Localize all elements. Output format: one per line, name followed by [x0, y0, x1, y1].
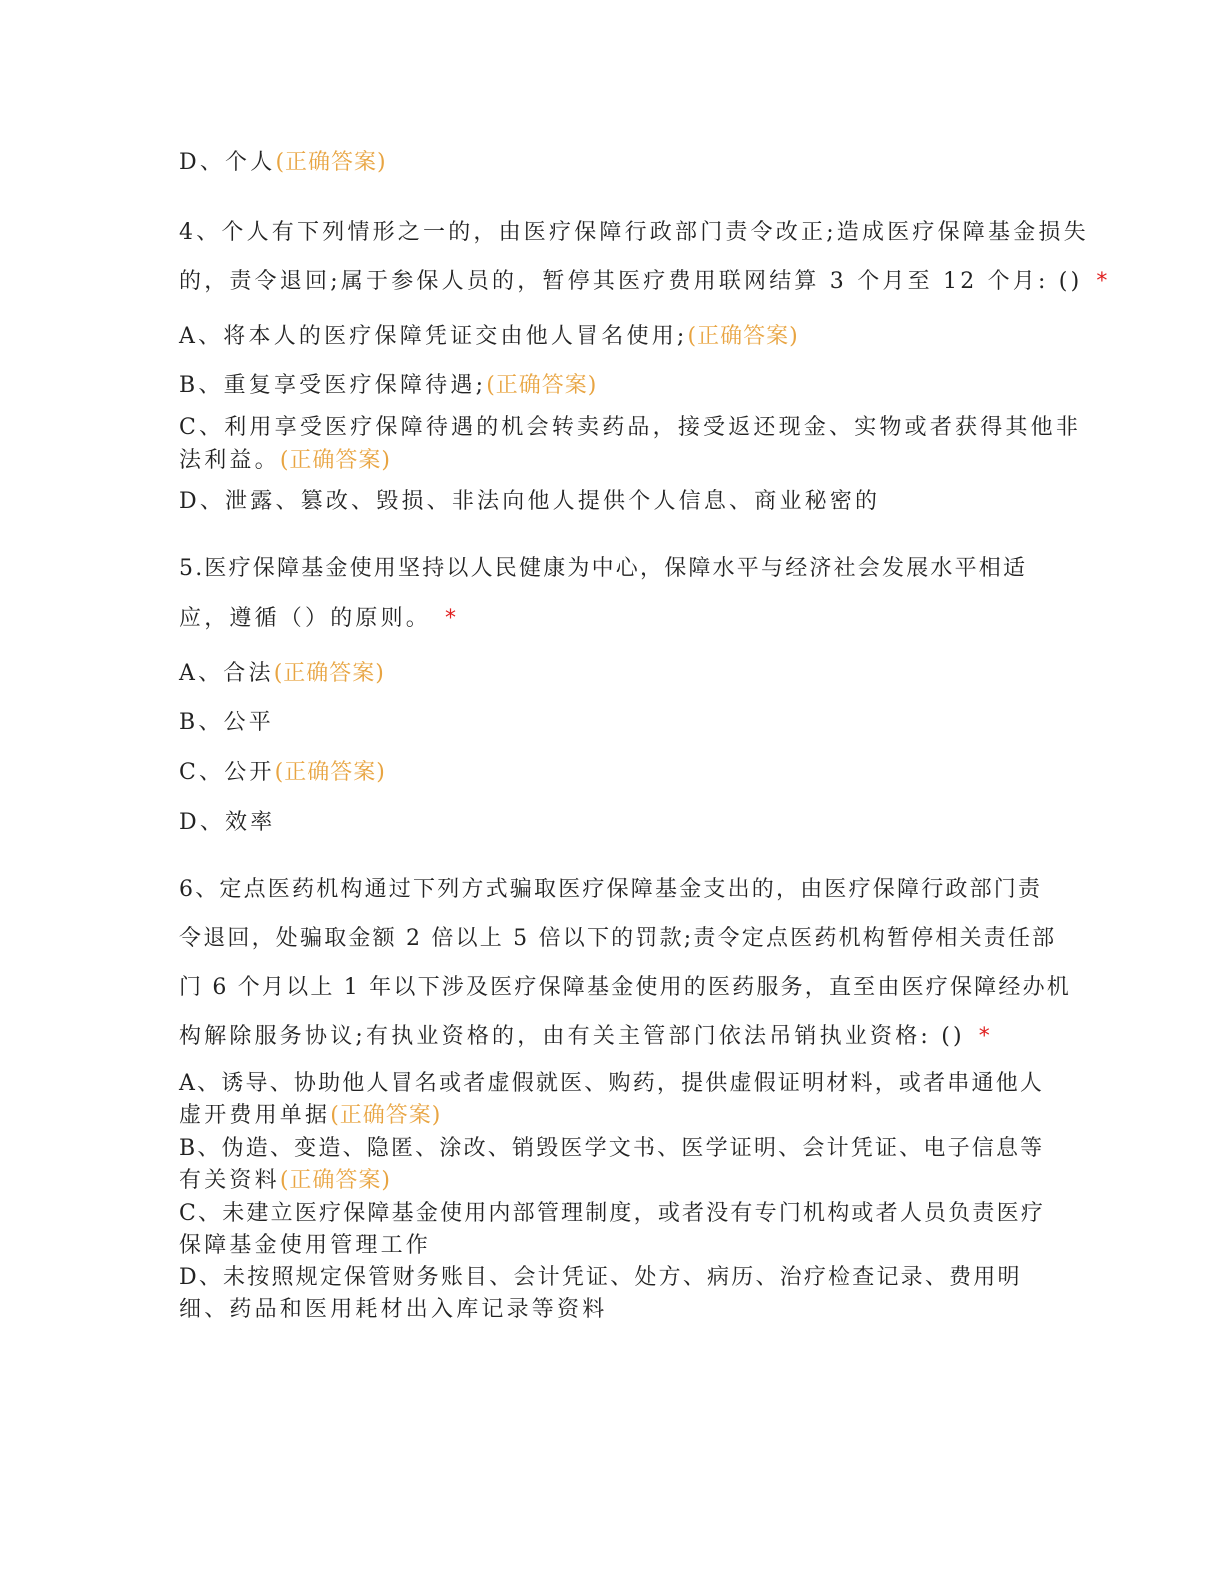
q4-option-c-line-1: C、利用享受医疗保障待遇的机会转卖药品，接受返还现金、实物或者获得其他非: [179, 415, 1082, 440]
q4-option-c-line-2: [179, 446, 1049, 476]
required-asterisk: *: [445, 606, 460, 631]
q4-option-d: D、泄露、篡改、毁损、非法向他人提供个人信息、商业秘密的: [179, 489, 881, 514]
q5-option-c: [179, 758, 1049, 788]
q4-option-b: [179, 371, 1049, 401]
stem-text: 的，责令退回;属于参保人员的，暂停其医疗费用联网结算 3 个月至 12 个月: (): [179, 269, 1083, 294]
q6-option-c-line-1: C、未建立医疗保障基金使用内部管理制度，或者没有专门机构或者人员负责医疗: [179, 1201, 1046, 1226]
q5-option-b: B、公平: [179, 710, 274, 735]
correct-answer-tag: (正确答案): [275, 150, 387, 175]
q6-option-b-line-1: B、伪造、变造、隐匿、涂改、销毁医学文书、医学证明、会计凭证、电子信息等: [179, 1136, 1045, 1161]
required-asterisk: *: [978, 1024, 993, 1049]
q6-option-b-line-2: [179, 1166, 1049, 1196]
q5-stem-line-2: [179, 604, 1049, 634]
q6-option-a-line-1: A、诱导、协助他人冒名或者虚假就医、购药，提供虚假证明材料，或者串通他人: [179, 1071, 1045, 1096]
q6-option-a-line-2: [179, 1101, 1049, 1131]
correct-answer-tag: (正确答案): [279, 1168, 391, 1193]
option-text: 虚开费用单据: [179, 1103, 331, 1128]
document-page: [179, 0, 1111, 1584]
q5-option-d: D、效率: [179, 810, 276, 835]
q6-stem-line-4: [179, 1022, 1049, 1052]
q4-stem-line-1: 4、个人有下列情形之一的，由医疗保障行政部门责令改正;造成医疗保障基金损失: [179, 220, 1089, 245]
q6-option-d-line-1: D、未按照规定保管财务账目、会计凭证、处方、病历、治疗检查记录、费用明: [179, 1265, 1022, 1290]
option-text: B、重复享受医疗保障待遇;: [179, 373, 487, 398]
stem-text: 应，遵循（）的原则。: [179, 606, 432, 631]
correct-answer-tag: (正确答案): [279, 448, 391, 473]
option-text: D、个人: [179, 150, 276, 175]
correct-answer-tag: (正确答案): [687, 324, 799, 349]
option-text: C、公开: [179, 760, 275, 785]
option-text: 有关资料: [179, 1168, 280, 1193]
q4-option-a: [179, 322, 1049, 352]
q5-stem-line-1: 5.医疗保障基金使用坚持以人民健康为中心，保障水平与经济社会发展水平相适: [179, 556, 1028, 581]
correct-answer-tag: (正确答案): [273, 661, 385, 686]
correct-answer-tag: (正确答案): [274, 760, 386, 785]
required-asterisk: *: [1096, 269, 1111, 294]
correct-answer-tag: (正确答案): [486, 373, 598, 398]
q6-option-d-line-2: 细、药品和医用耗材出入库记录等资料: [179, 1297, 608, 1322]
option-text: A、将本人的医疗保障凭证交由他人冒名使用;: [179, 324, 688, 349]
q6-stem-line-1: 6、定点医药机构通过下列方式骗取医疗保障基金支出的，由医疗保障行政部门责: [179, 877, 1043, 902]
stem-text: 构解除服务协议;有执业资格的，由有关主管部门依法吊销执业资格: (): [179, 1024, 965, 1049]
option-text: 法利益。: [179, 448, 280, 473]
q6-stem-line-2: 令退回，处骗取金额 2 倍以上 5 倍以下的罚款;责令定点医药机构暂停相关责任部: [179, 926, 1057, 951]
q6-stem-line-3: 门 6 个月以上 1 年以下涉及医疗保障基金使用的医药服务，直至由医疗保障经办机: [179, 975, 1071, 1000]
q6-option-c-line-2: 保障基金使用管理工作: [179, 1233, 432, 1258]
option-text: A、合法: [179, 661, 274, 686]
correct-answer-tag: (正确答案): [330, 1103, 442, 1128]
q3-option-d: [179, 148, 1049, 178]
q4-stem-line-2: [179, 267, 1111, 297]
q5-option-a: [179, 659, 1049, 689]
